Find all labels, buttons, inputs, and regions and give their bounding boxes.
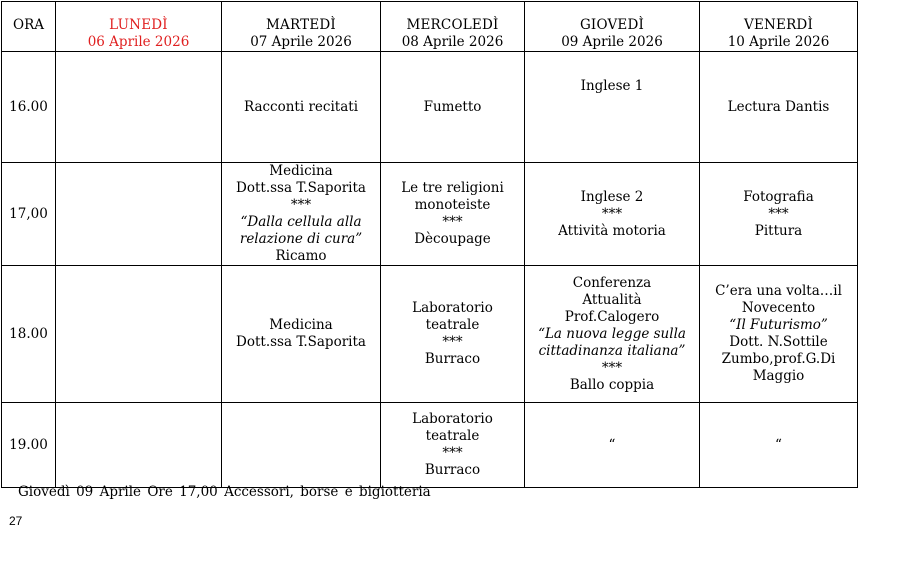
separator: *** <box>768 205 789 222</box>
day-date: 10 Aprile 2026 <box>727 34 830 50</box>
schedule-row-17 <box>2 163 858 266</box>
activity: Dècoupage <box>414 231 491 247</box>
speaker: Dott.ssa T.Saporita <box>236 334 366 350</box>
talk-title: “Il Futurismo” <box>729 317 828 333</box>
activity: Attività motoria <box>558 222 666 239</box>
day-name: MARTEDÌ <box>266 17 336 33</box>
activity: Lectura Dantis <box>727 98 830 115</box>
slot-monday <box>56 52 222 163</box>
activity: Medicina <box>269 163 333 179</box>
slot-monday <box>56 403 222 488</box>
day-date: 06 Aprile 2026 <box>87 34 190 50</box>
header-row <box>2 2 858 52</box>
speaker: Prof.Calogero <box>564 308 660 325</box>
slot-monday <box>56 163 222 266</box>
schedule-row-18 <box>2 266 858 403</box>
talk-title: cittadinanza italiana” <box>538 342 686 359</box>
activity: Pittura <box>754 222 803 239</box>
separator: *** <box>442 445 463 461</box>
slot-friday <box>700 52 858 163</box>
page-number: 27 <box>9 514 23 528</box>
activity: Inglese 2 <box>580 188 644 205</box>
slot-tuesday <box>222 266 381 403</box>
hour-column-header: ORA <box>2 2 56 52</box>
talk-title: relazione di cura” <box>239 231 363 247</box>
hour-cell: 17,00 <box>2 163 56 266</box>
activity: Fotografia <box>743 188 814 205</box>
activity: Ricamo <box>275 248 327 264</box>
slot-wednesday <box>381 266 525 403</box>
slot-thursday <box>525 403 700 488</box>
ditto-mark: “ <box>608 436 616 453</box>
slot-wednesday <box>381 403 525 488</box>
activity: Le tre religioni <box>401 180 504 196</box>
day-header-thursday <box>525 2 700 52</box>
talk-title: “La nuova legge sulla <box>538 325 686 342</box>
slot-monday <box>56 266 222 403</box>
separator: *** <box>601 205 623 222</box>
slot-friday <box>700 403 858 488</box>
activity: Racconti recitati <box>243 98 359 115</box>
day-date: 07 Aprile 2026 <box>250 34 352 50</box>
hour-cell: 18.00 <box>2 266 56 403</box>
slot-thursday <box>525 266 700 403</box>
slot-thursday <box>525 52 700 163</box>
day-name: MERCOLEDÌ <box>406 17 499 33</box>
activity: Laboratorio <box>412 300 493 316</box>
activity: Novecento <box>741 300 816 316</box>
activity: Burraco <box>424 351 481 367</box>
speaker: Dott. N.Sottile <box>729 334 828 350</box>
slot-thursday <box>525 163 700 266</box>
weekly-schedule-table <box>1 1 858 488</box>
hour-cell: 16.00 <box>2 52 56 163</box>
speaker: Dott.ssa T.Saporita <box>236 180 366 196</box>
day-date: 09 Aprile 2026 <box>561 34 663 50</box>
activity: Conferenza <box>572 274 652 291</box>
day-name: LUNEDÌ <box>109 17 168 33</box>
talk-title: “Dalla cellula alla <box>240 214 362 230</box>
day-header-tuesday <box>222 2 381 52</box>
slot-tuesday <box>222 403 381 488</box>
day-name: GIOVEDÌ <box>579 17 645 33</box>
slot-wednesday <box>381 163 525 266</box>
activity: Inglese 1 <box>580 78 644 94</box>
day-header-monday <box>56 2 222 52</box>
day-header-friday <box>700 2 858 52</box>
activity: monoteiste <box>414 197 491 213</box>
separator: *** <box>442 214 463 230</box>
speaker: Zumbo,prof.G.Di <box>721 351 836 367</box>
slot-tuesday <box>222 163 381 266</box>
day-name: VENERDÌ <box>744 17 813 33</box>
activity: Burraco <box>424 462 481 478</box>
slot-tuesday <box>222 52 381 163</box>
separator: *** <box>290 197 312 213</box>
separator: *** <box>601 359 623 376</box>
activity: Laboratorio <box>412 411 493 427</box>
slot-friday <box>700 266 858 403</box>
schedule-row-16 <box>2 52 858 163</box>
activity: Fumetto <box>423 98 482 115</box>
schedule-row-19 <box>2 403 858 488</box>
hour-cell: 19.00 <box>2 403 56 488</box>
activity: Ballo coppia <box>569 376 655 393</box>
activity: C’era una volta…il <box>715 283 842 299</box>
ditto-mark: “ <box>775 436 782 453</box>
speaker: Maggio <box>752 368 805 384</box>
footer-note: Giovedì 09 Aprile Ore 17,00 Accessori, borse e bigiotteria <box>18 484 431 500</box>
activity: teatrale <box>425 317 480 333</box>
activity: teatrale <box>425 428 480 444</box>
day-date: 08 Aprile 2026 <box>401 34 504 50</box>
slot-wednesday <box>381 52 525 163</box>
slot-friday <box>700 163 858 266</box>
day-header-wednesday <box>381 2 525 52</box>
activity: Attualità <box>582 291 642 308</box>
activity: Medicina <box>269 317 333 333</box>
separator: *** <box>442 334 463 350</box>
